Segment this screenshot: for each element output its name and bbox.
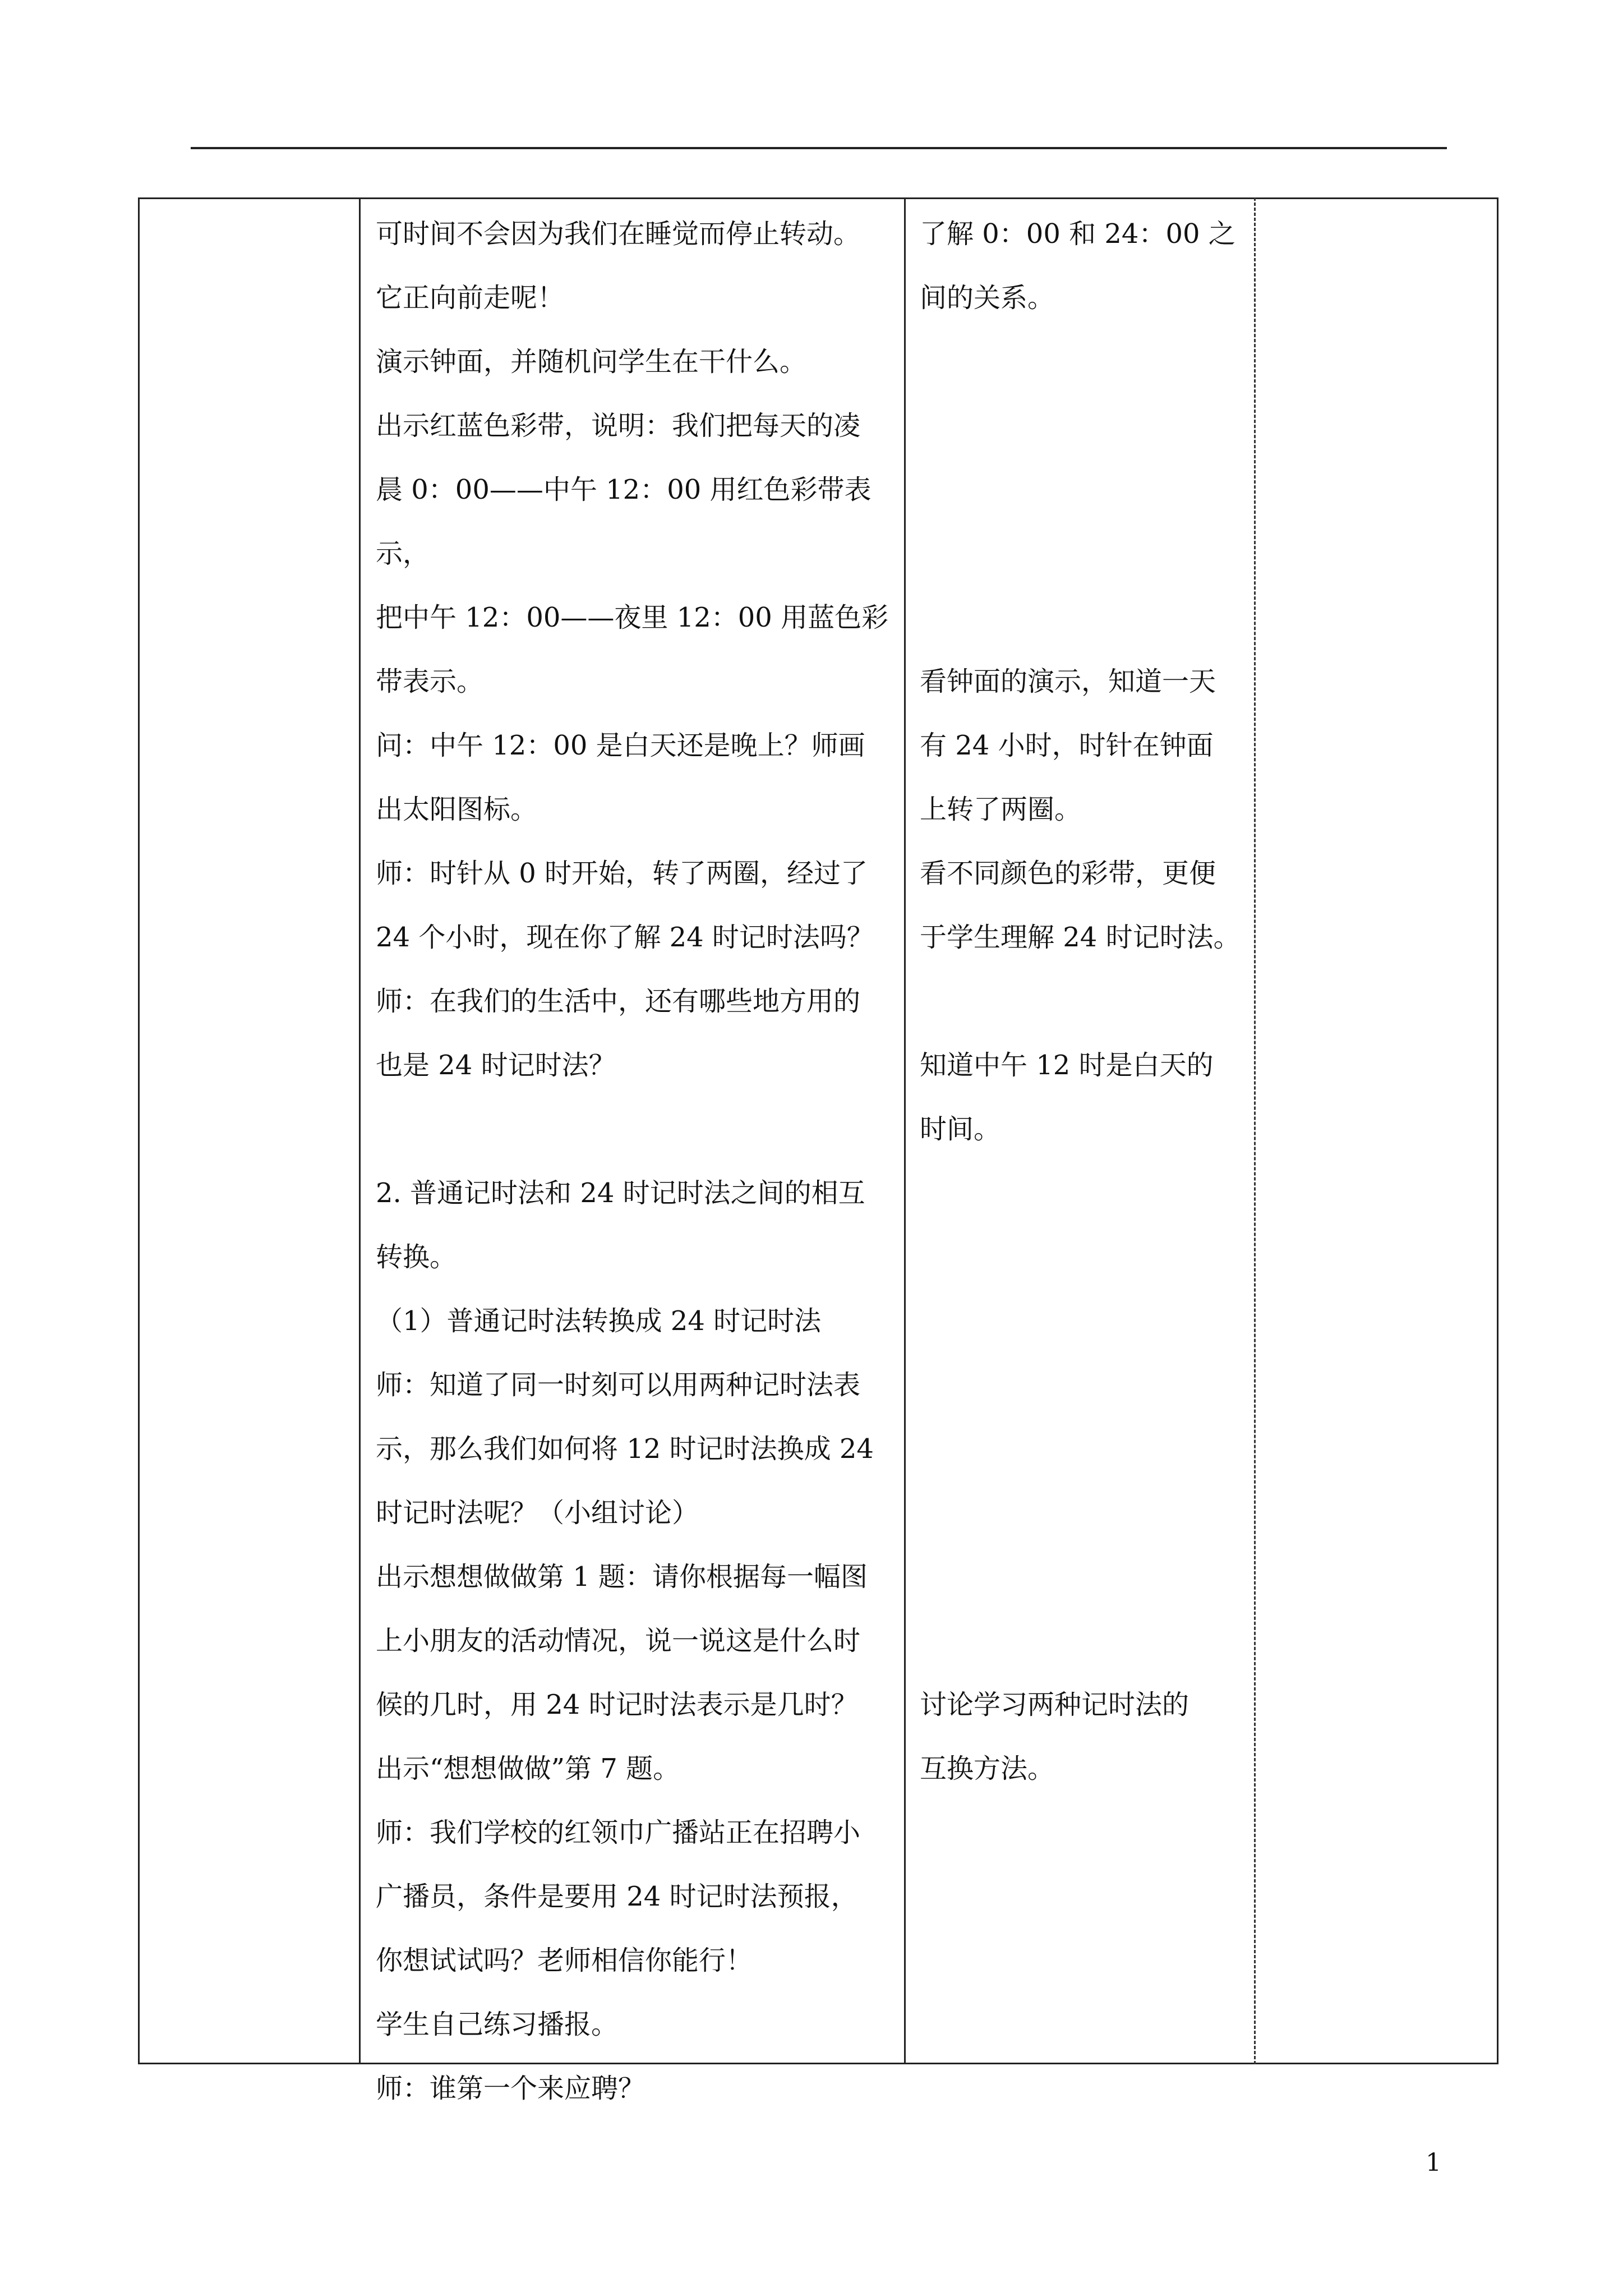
teacher-activity-line: 带表示。 bbox=[376, 666, 484, 697]
teacher-activity-line: 时记时法呢？（小组讨论） bbox=[376, 1497, 699, 1529]
student-activity-line: 于学生理解 24 时记时法。 bbox=[920, 922, 1241, 953]
student-activity-line bbox=[920, 969, 1256, 1033]
student-activity-line bbox=[920, 1545, 1256, 1609]
teacher-activity-line: 候的几时，用 24 时记时法表示是几时？ bbox=[376, 1689, 858, 1720]
teacher-activity-line: 出示红蓝色彩带，说明：我们把每天的凌 bbox=[376, 410, 861, 441]
student-activity-line: 看钟面的演示，知道一天 bbox=[920, 666, 1216, 697]
teacher-activity-line: 广播员，条件是要用 24 时记时法预报， bbox=[376, 1881, 858, 1912]
student-activity-line bbox=[920, 1481, 1256, 1545]
teacher-activity-line: 学生自己练习播报。 bbox=[376, 2009, 619, 2040]
student-activity-line: 时间。 bbox=[920, 1114, 1001, 1145]
student-activity-line: 有 24 小时，时针在钟面 bbox=[920, 730, 1214, 761]
student-activity-line: 了解 0：00 和 24：00 之 bbox=[920, 218, 1235, 250]
teacher-activity-line: 也是 24 时记时法？ bbox=[376, 1050, 616, 1081]
column-divider-1 bbox=[359, 197, 361, 2064]
student-activity-line bbox=[920, 586, 1256, 650]
teacher-activity-line: 转换。 bbox=[376, 1241, 457, 1273]
teacher-activity-line: 出示想想做做第 1 题：请你根据每一幅图 bbox=[376, 1561, 868, 1593]
teacher-activity-line: 问：中午 12：00 是白天还是晚上？师画 bbox=[376, 730, 865, 761]
teacher-activity-line: 可时间不会因为我们在睡觉而停止转动。 bbox=[376, 218, 861, 250]
column-divider-2 bbox=[904, 197, 906, 2064]
teacher-activity-line: 把中午 12：00——夜里 12：00 用蓝色彩 bbox=[376, 602, 889, 633]
student-activity-line bbox=[920, 1289, 1256, 1353]
teacher-activity-line: 24 个小时，现在你了解 24 时记时法吗？ bbox=[376, 922, 874, 953]
student-activity-line bbox=[920, 330, 1256, 394]
student-activity-line: 看不同颜色的彩带，更便 bbox=[920, 858, 1216, 889]
teacher-activity-column bbox=[376, 202, 903, 2120]
student-activity-line: 知道中午 12 时是白天的 bbox=[920, 1050, 1214, 1081]
student-activity-line bbox=[920, 1225, 1256, 1289]
teacher-activity-line: 师：时针从 0 时开始，转了两圈，经过了 bbox=[376, 858, 868, 889]
student-activity-line: 上转了两圈。 bbox=[920, 794, 1082, 825]
teacher-activity-line: 你想试试吗？老师相信你能行！ bbox=[376, 1945, 753, 1976]
student-activity-line bbox=[920, 522, 1256, 586]
student-activity-line: 讨论学习两种记时法的 bbox=[920, 1689, 1189, 1720]
teacher-activity-line: 师：知道了同一时刻可以用两种记时法表 bbox=[376, 1369, 861, 1401]
page-number: 1 bbox=[1426, 2148, 1441, 2177]
teacher-activity-line: 师：在我们的生活中，还有哪些地方用的 bbox=[376, 986, 861, 1017]
teacher-activity-line: 出示“想想做做”第 7 题。 bbox=[376, 1753, 680, 1784]
student-activity-line bbox=[920, 1609, 1256, 1673]
student-activity-line bbox=[920, 394, 1256, 458]
student-activity-line bbox=[920, 1161, 1256, 1225]
student-activity-line bbox=[920, 1353, 1256, 1417]
header-rule bbox=[191, 147, 1447, 149]
teacher-activity-line: 师：我们学校的红领巾广播站正在招聘小 bbox=[376, 1817, 861, 1848]
teacher-activity-line: 上小朋友的活动情况，说一说这是什么时 bbox=[376, 1625, 861, 1657]
student-activity-line: 互换方法。 bbox=[920, 1753, 1055, 1784]
teacher-activity-line: 晨 0：00——中午 12：00 用红色彩带表示， bbox=[376, 474, 872, 569]
teacher-activity-line: 2. 普通记时法和 24 时记时法之间的相互 bbox=[376, 1177, 865, 1209]
student-activity-line bbox=[920, 458, 1256, 522]
student-activity-line bbox=[920, 1417, 1256, 1481]
student-activity-column bbox=[920, 202, 1256, 1801]
teacher-activity-line: 它正向前走呢！ bbox=[376, 282, 565, 314]
teacher-activity-line: 师：谁第一个来应聘？ bbox=[376, 2073, 645, 2104]
student-activity-line: 间的关系。 bbox=[920, 282, 1055, 314]
teacher-activity-line: 演示钟面，并随机问学生在干什么。 bbox=[376, 346, 807, 378]
teacher-activity-line: 示，那么我们如何将 12 时记时法换成 24 bbox=[376, 1433, 874, 1465]
teacher-activity-line: （1）普通记时法转换成 24 时记时法 bbox=[376, 1305, 822, 1337]
teacher-activity-line: 出太阳图标。 bbox=[376, 794, 538, 825]
teacher-activity-line bbox=[376, 1097, 903, 1161]
